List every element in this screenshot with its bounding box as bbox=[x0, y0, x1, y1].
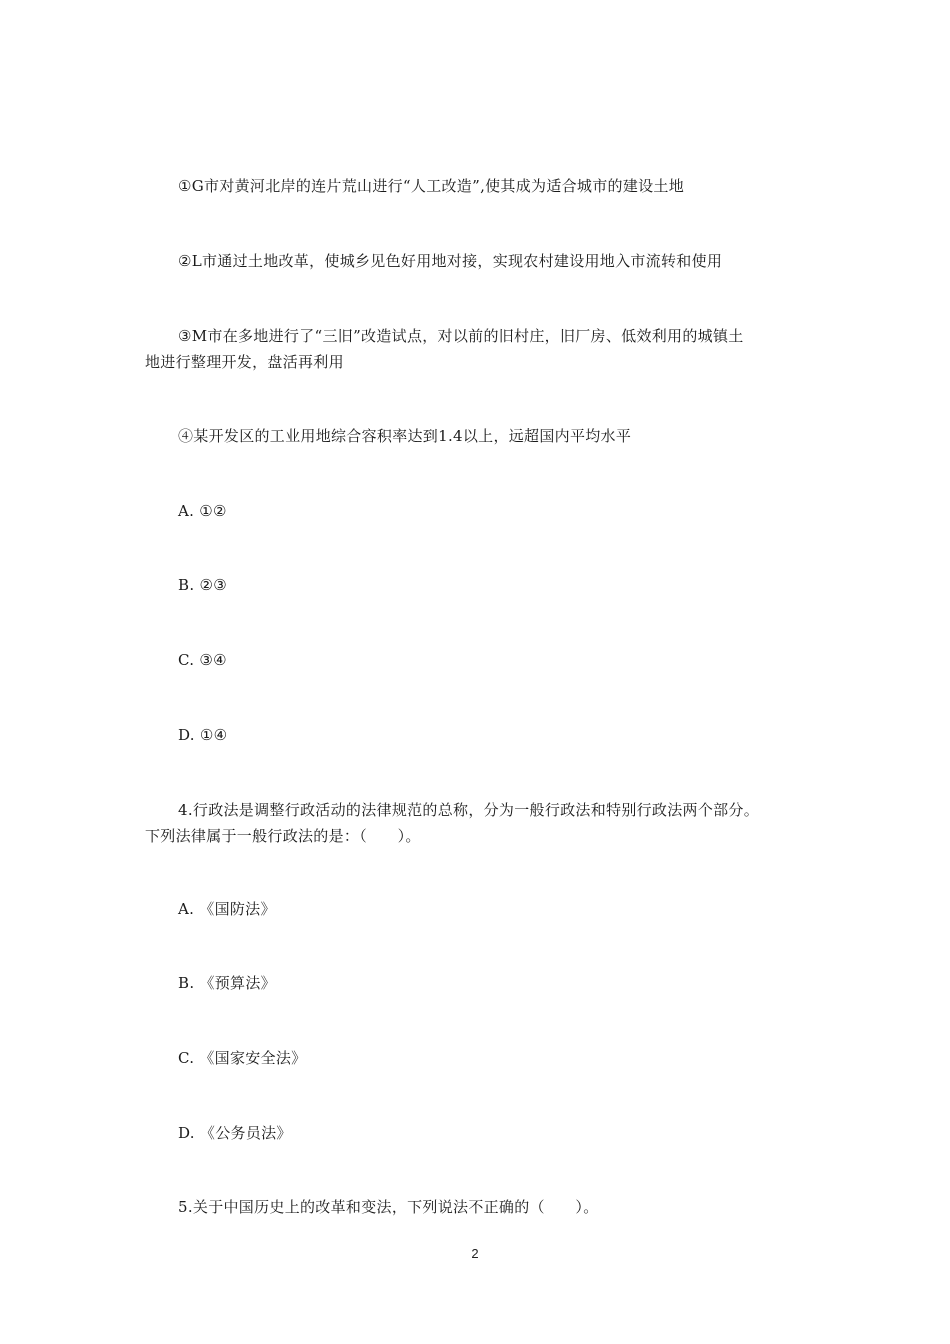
statement-3-line-1: ③M市在多地进行了“三旧”改造试点，对以前的旧村庄，旧厂房、低效利用的城镇土 bbox=[178, 327, 744, 345]
q5-stem: 5.关于中国历史上的改革和变法，下列说法不正确的（ ）。 bbox=[178, 1198, 599, 1216]
q3-option-d: D. ①④ bbox=[178, 726, 228, 744]
statement-3-line-2: 地进行整理开发，盘活再利用 bbox=[145, 353, 344, 371]
q4-stem-line-2: 下列法律属于一般行政法的是：（ ）。 bbox=[145, 827, 421, 845]
q4-option-a: A. 《国防法》 bbox=[178, 900, 276, 918]
q3-option-b: B. ②③ bbox=[178, 576, 227, 594]
q4-stem-line-1: 4.行政法是调整行政活动的法律规范的总称，分为一般行政法和特别行政法两个部分。 bbox=[178, 801, 760, 819]
q4-option-d: D. 《公务员法》 bbox=[178, 1124, 292, 1142]
q3-option-c: C. ③④ bbox=[178, 651, 227, 669]
page-number: 2 bbox=[471, 1246, 479, 1261]
statement-4: ④某开发区的工业用地综合容积率达到1.4以上，远超国内平均水平 bbox=[178, 427, 632, 445]
q4-option-b: B. 《预算法》 bbox=[178, 974, 276, 992]
statement-2: ②L市通过土地改革，使城乡见色好用地对接，实现农村建设用地入市流转和使用 bbox=[178, 252, 723, 270]
q4-option-c: C. 《国家安全法》 bbox=[178, 1049, 307, 1067]
statement-1: ①G市对黄河北岸的连片荒山进行“人工改造”,使其成为适合城市的建设土地 bbox=[178, 177, 685, 195]
q3-option-a: A. ①② bbox=[178, 502, 227, 520]
